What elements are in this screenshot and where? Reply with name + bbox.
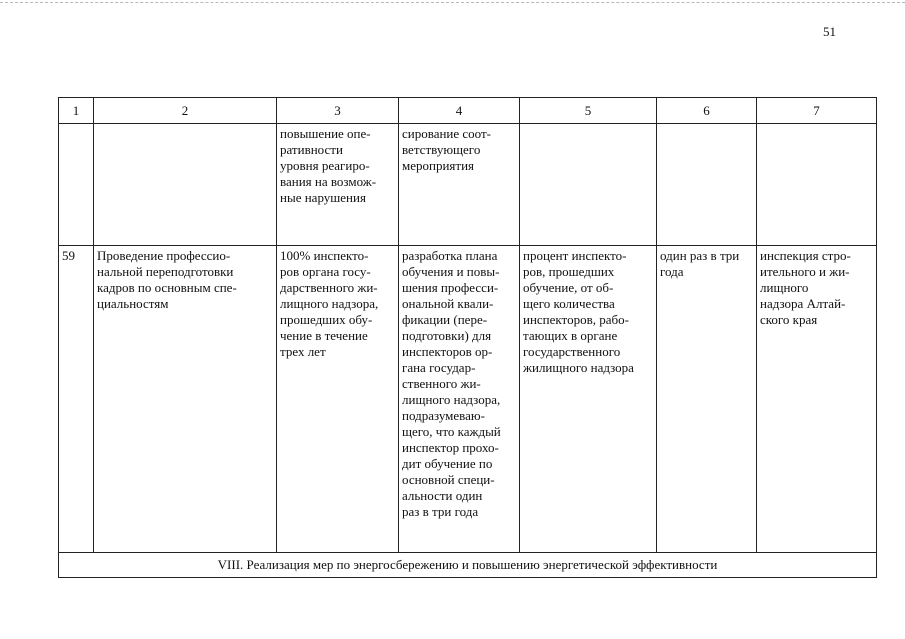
table-cell: повышение опе- ративности уровня реагиро- вания на возмож- ные нарушения [277, 124, 399, 246]
table-cell [757, 124, 877, 246]
table-cell [59, 124, 94, 246]
table-row-continuation [59, 124, 877, 246]
measure-name-cell: Проведение профессио- нальной переподготовки кадров по основным спе- циальностям [94, 246, 277, 553]
column-header: 6 [657, 98, 757, 124]
measures-table [58, 97, 877, 578]
top-border-line [0, 2, 905, 3]
target-indicator-cell: 100% инспекто- ров органа госу- дарственного жи- лищного надзора, прошедших обу- чение в течение трех лет [277, 246, 399, 553]
table-cell [94, 124, 277, 246]
column-header: 3 [277, 98, 399, 124]
section-heading-row [59, 553, 877, 578]
table-cell: сирование соот- ветствующего мероприятия [399, 124, 520, 246]
column-header: 7 [757, 98, 877, 124]
metric-cell: процент инспекто- ров, прошедших обучение, от об- щего количества инспекторов, рабо- тающих в органе государственного жилищного надзора [520, 246, 657, 553]
table-cell [657, 124, 757, 246]
table-row-59 [59, 246, 877, 553]
column-header: 2 [94, 98, 277, 124]
column-header: 4 [399, 98, 520, 124]
section-heading: VIII. Реализация мер по энергосбережению и повышению энергетической эффективности [59, 553, 877, 578]
column-header: 1 [59, 98, 94, 124]
frequency-cell: один раз в три года [657, 246, 757, 553]
page-number: 51 [823, 24, 836, 39]
table-cell [520, 124, 657, 246]
column-header: 5 [520, 98, 657, 124]
action-description-cell: разработка плана обучения и повы- шения професси- ональной квали- фикации (пере- подготовки) для инспекторов ор- гана государ- ственного жи- лищного надзора, подразумеваю- щего, что каждый инспектор прохо- дит обучение по основной специ- альности один раз в три года [399, 246, 520, 553]
responsible-cell: инспекция стро- ительного и жи- лищного надзора Алтай- ского края [757, 246, 877, 553]
table-header-row [59, 98, 877, 124]
row-number-cell: 59 [59, 246, 94, 553]
